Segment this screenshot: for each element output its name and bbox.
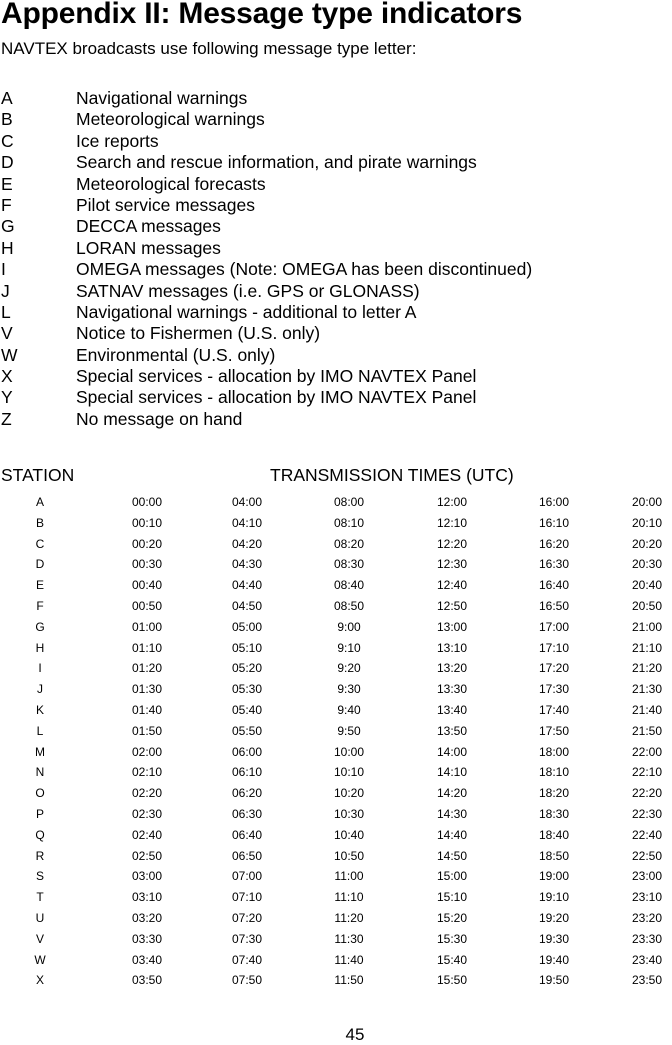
time-cell: 17:40 — [538, 702, 570, 717]
message-type-description: Search and rescue information, and pirate warnings — [76, 152, 477, 173]
time-cell: 17:00 — [538, 619, 570, 634]
message-type-item — [0, 152, 672, 173]
time-cell: 04:50 — [231, 598, 263, 613]
time-cell: 22:40 — [632, 827, 663, 842]
time-cell: 16:00 — [538, 495, 570, 509]
time-cell: 23:10 — [632, 890, 663, 905]
table-row — [0, 847, 672, 868]
time-cell: 05:00 — [231, 619, 263, 634]
station-cell: U — [35, 910, 45, 925]
time-cell: 12:20 — [436, 536, 468, 551]
time-cell: 08:20 — [333, 536, 365, 551]
time-cell: 16:50 — [538, 598, 570, 613]
time-cell: 21:20 — [632, 661, 663, 676]
time-cell: 08:40 — [333, 578, 365, 593]
time-cell: 14:00 — [436, 744, 468, 759]
time-cell: 13:00 — [436, 619, 468, 634]
station-cell: D — [35, 557, 45, 572]
time-cell: 05:10 — [231, 640, 263, 655]
message-type-item — [0, 238, 672, 259]
time-cell: 13:40 — [436, 702, 468, 717]
time-cell: 15:10 — [436, 890, 468, 905]
time-cell: 11:10 — [334, 890, 364, 905]
station-column-header: STATION — [1, 465, 75, 485]
station-cell: R — [35, 848, 45, 863]
time-cell: 10:20 — [333, 786, 365, 801]
time-cell: 06:20 — [231, 786, 263, 801]
station-cell: N — [35, 765, 45, 780]
time-cell: 02:00 — [131, 744, 163, 759]
time-cell: 13:20 — [436, 661, 468, 676]
time-cell: 13:10 — [436, 640, 468, 655]
message-type-letter: J — [1, 280, 10, 301]
time-cell: 02:10 — [131, 765, 163, 780]
table-row — [0, 514, 672, 535]
time-cell: 16:20 — [538, 536, 570, 551]
table-row — [0, 576, 672, 597]
time-cell: 14:30 — [436, 806, 468, 821]
page-number: 45 — [345, 1025, 365, 1044]
time-cell: 05:50 — [231, 723, 263, 738]
time-cell: 03:50 — [131, 973, 163, 988]
time-cell: 9:10 — [337, 640, 361, 655]
table-row — [0, 805, 672, 826]
table-row — [0, 618, 672, 639]
time-cell: 20:10 — [632, 515, 663, 530]
time-cell: 07:10 — [231, 890, 263, 905]
time-cell: 12:10 — [436, 515, 468, 530]
time-cell: 02:30 — [131, 806, 163, 821]
time-cell: 02:40 — [131, 827, 163, 842]
time-cell: 19:50 — [538, 973, 570, 988]
time-cell: 01:50 — [131, 723, 163, 738]
time-cell: 19:40 — [538, 952, 570, 967]
time-cell: 23:50 — [632, 973, 663, 988]
time-cell: 00:00 — [131, 495, 163, 509]
message-type-letter: F — [1, 194, 12, 215]
time-cell: 22:50 — [632, 848, 663, 863]
time-cell: 9:00 — [337, 619, 361, 634]
time-cell: 22:30 — [632, 806, 663, 821]
time-cell: 03:40 — [131, 952, 163, 967]
message-type-letter: W — [1, 344, 18, 365]
time-cell: 01:40 — [131, 702, 163, 717]
message-type-item — [0, 131, 672, 152]
time-cell: 21:00 — [632, 619, 663, 634]
time-cell: 15:40 — [436, 952, 468, 967]
time-cell: 00:40 — [131, 578, 163, 593]
station-cell: L — [36, 723, 44, 738]
time-cell: 12:00 — [436, 495, 468, 509]
time-cell: 20:00 — [632, 495, 663, 509]
time-cell: 18:40 — [538, 827, 570, 842]
message-type-description: Special services - allocation by IMO NAVTEX Panel — [76, 387, 477, 408]
station-cell: Q — [35, 827, 45, 842]
time-cell: 10:40 — [333, 827, 365, 842]
table-row — [0, 659, 672, 680]
message-type-letter: X — [1, 366, 13, 387]
time-cell: 9:40 — [337, 702, 361, 717]
message-type-item — [0, 195, 672, 216]
time-cell: 11:00 — [334, 869, 364, 884]
time-cell: 06:50 — [231, 848, 263, 863]
message-type-item — [0, 88, 672, 109]
message-type-description: LORAN messages — [76, 237, 221, 258]
time-cell: 04:40 — [231, 578, 263, 593]
time-cell: 02:50 — [131, 848, 163, 863]
time-cell: 04:10 — [231, 515, 263, 530]
time-cell: 19:00 — [538, 869, 570, 884]
table-row — [0, 701, 672, 722]
message-type-description: Meteorological warnings — [76, 109, 265, 130]
time-cell: 23:20 — [632, 910, 663, 925]
table-row — [0, 826, 672, 847]
time-cell: 23:30 — [632, 931, 663, 946]
time-cell: 07:30 — [231, 931, 263, 946]
transmission-times-header: TRANSMISSION TIMES (UTC) — [270, 465, 514, 485]
time-cell: 06:10 — [231, 765, 263, 780]
message-type-letter: B — [1, 109, 13, 130]
time-cell: 01:10 — [131, 640, 163, 655]
message-type-item — [0, 302, 672, 323]
time-cell: 08:30 — [333, 557, 365, 572]
message-type-item — [0, 259, 672, 280]
time-cell: 18:10 — [538, 765, 570, 780]
station-cell: B — [35, 515, 44, 530]
station-cell: X — [35, 973, 44, 988]
table-row — [0, 971, 672, 992]
message-type-item — [0, 345, 672, 366]
schedule-header — [0, 465, 672, 489]
time-cell: 12:30 — [436, 557, 468, 572]
time-cell: 02:20 — [131, 786, 163, 801]
time-cell: 11:50 — [334, 973, 364, 988]
message-type-description: Environmental (U.S. only) — [76, 344, 276, 365]
time-cell: 21:10 — [632, 640, 663, 655]
station-cell: M — [35, 744, 45, 759]
message-type-letter: I — [1, 259, 6, 280]
time-cell: 20:40 — [632, 578, 663, 593]
message-type-letter: H — [1, 237, 14, 258]
message-type-item — [0, 174, 672, 195]
table-row — [0, 743, 672, 764]
time-cell: 01:00 — [131, 619, 163, 634]
time-cell: 05:20 — [231, 661, 263, 676]
table-row — [0, 555, 672, 576]
time-cell: 17:20 — [538, 661, 570, 676]
time-cell: 21:40 — [632, 702, 663, 717]
time-cell: 22:20 — [632, 786, 663, 801]
time-cell: 08:50 — [333, 598, 365, 613]
time-cell: 11:40 — [334, 952, 364, 967]
time-cell: 13:50 — [436, 723, 468, 738]
station-cell: G — [35, 619, 45, 634]
time-cell: 22:10 — [632, 765, 663, 780]
table-row — [0, 722, 672, 743]
time-cell: 15:50 — [436, 973, 468, 988]
time-cell: 07:40 — [231, 952, 263, 967]
intro-text: NAVTEX broadcasts use following message type letter: — [1, 39, 417, 58]
time-cell: 05:40 — [231, 702, 263, 717]
message-type-item — [0, 109, 672, 130]
message-type-letter: V — [1, 323, 13, 344]
message-type-item — [0, 216, 672, 237]
table-row — [0, 951, 672, 972]
message-type-description: OMEGA messages (Note: OMEGA has been discontinued) — [76, 259, 533, 280]
time-cell: 08:10 — [333, 515, 365, 530]
table-row — [0, 888, 672, 909]
time-cell: 01:20 — [131, 661, 163, 676]
time-cell: 19:10 — [538, 890, 570, 905]
time-cell: 04:00 — [231, 495, 263, 509]
time-cell: 9:30 — [337, 682, 361, 697]
time-cell: 04:20 — [231, 536, 263, 551]
time-cell: 14:40 — [436, 827, 468, 842]
message-type-description: SATNAV messages (i.e. GPS or GLONASS) — [76, 280, 420, 301]
station-cell: E — [35, 578, 44, 593]
station-cell: V — [35, 931, 44, 946]
message-type-item — [0, 281, 672, 302]
time-cell: 18:30 — [538, 806, 570, 821]
time-cell: 00:20 — [131, 536, 163, 551]
time-cell: 16:40 — [538, 578, 570, 593]
station-cell: I — [38, 661, 42, 676]
table-row — [0, 680, 672, 701]
message-type-description: Navigational warnings — [76, 88, 248, 108]
table-row — [0, 867, 672, 888]
message-type-letter: Z — [1, 408, 12, 429]
message-type-list — [0, 88, 672, 430]
time-cell: 21:50 — [632, 723, 663, 738]
message-type-description: DECCA messages — [76, 216, 221, 237]
time-cell: 16:30 — [538, 557, 570, 572]
station-cell: T — [36, 890, 44, 905]
time-cell: 07:20 — [231, 910, 263, 925]
message-type-description: Notice to Fishermen (U.S. only) — [76, 323, 321, 344]
time-cell: 10:10 — [333, 765, 365, 780]
time-cell: 08:00 — [333, 495, 365, 509]
message-type-description: Special services - allocation by IMO NAVTEX Panel — [76, 366, 477, 387]
table-row — [0, 535, 672, 556]
station-cell: P — [35, 806, 44, 821]
time-cell: 15:20 — [436, 910, 468, 925]
time-cell: 9:50 — [337, 723, 361, 738]
time-cell: 03:00 — [131, 869, 163, 884]
time-cell: 17:10 — [538, 640, 570, 655]
message-type-description: Ice reports — [76, 130, 159, 151]
time-cell: 9:20 — [337, 661, 361, 676]
time-cell: 20:20 — [632, 536, 663, 551]
time-cell: 01:30 — [131, 682, 163, 697]
time-cell: 14:20 — [436, 786, 468, 801]
time-cell: 10:30 — [333, 806, 365, 821]
message-type-letter: L — [1, 301, 11, 322]
time-cell: 12:50 — [436, 598, 468, 613]
time-cell: 03:20 — [131, 910, 163, 925]
time-cell: 11:30 — [334, 931, 364, 946]
station-cell: W — [34, 952, 46, 967]
time-cell: 23:00 — [632, 869, 663, 884]
time-cell: 20:50 — [632, 598, 663, 613]
time-cell: 17:30 — [538, 682, 570, 697]
time-cell: 10:00 — [333, 744, 365, 759]
time-cell: 22:00 — [632, 744, 663, 759]
message-type-item — [0, 387, 672, 408]
time-cell: 05:30 — [231, 682, 263, 697]
message-type-item — [0, 409, 672, 430]
time-cell: 20:30 — [632, 557, 663, 572]
message-type-description: Navigational warnings - additional to letter A — [76, 301, 417, 322]
table-row — [0, 763, 672, 784]
time-cell: 14:10 — [436, 765, 468, 780]
time-cell: 03:10 — [131, 890, 163, 905]
time-cell: 19:30 — [538, 931, 570, 946]
table-row — [0, 784, 672, 805]
time-cell: 12:40 — [436, 578, 468, 593]
time-cell: 00:10 — [131, 515, 163, 530]
transmission-schedule-table — [0, 493, 672, 992]
message-type-description: No message on hand — [76, 408, 243, 429]
time-cell: 18:00 — [538, 744, 570, 759]
station-cell: H — [35, 640, 45, 655]
message-type-letter: G — [1, 216, 15, 237]
time-cell: 17:50 — [538, 723, 570, 738]
time-cell: 06:40 — [231, 827, 263, 842]
time-cell: 00:50 — [131, 598, 163, 613]
page-title: Appendix II: Message type indicators — [1, 0, 523, 30]
message-type-item — [0, 323, 672, 344]
time-cell: 19:20 — [538, 910, 570, 925]
table-row — [0, 597, 672, 618]
time-cell: 11:20 — [334, 910, 364, 925]
station-cell: S — [35, 869, 44, 884]
message-type-description: Pilot service messages — [76, 194, 255, 215]
station-cell: J — [37, 682, 43, 697]
message-type-letter: C — [1, 130, 14, 151]
message-type-item — [0, 366, 672, 387]
time-cell: 04:30 — [231, 557, 263, 572]
station-cell: K — [35, 702, 44, 717]
time-cell: 23:40 — [632, 952, 663, 967]
time-cell: 10:50 — [333, 848, 365, 863]
time-cell: 16:10 — [538, 515, 570, 530]
time-cell: 15:00 — [436, 869, 468, 884]
time-cell: 03:30 — [131, 931, 163, 946]
time-cell: 14:50 — [436, 848, 468, 863]
table-row — [0, 909, 672, 930]
station-cell: O — [35, 786, 45, 801]
time-cell: 06:00 — [231, 744, 263, 759]
message-type-letter: D — [1, 152, 14, 173]
time-cell: 15:30 — [436, 931, 468, 946]
time-cell: 07:50 — [231, 973, 263, 988]
station-cell: F — [36, 598, 44, 613]
table-row — [0, 493, 672, 514]
message-type-letter: Y — [1, 387, 13, 408]
time-cell: 00:30 — [131, 557, 163, 572]
time-cell: 07:00 — [231, 869, 263, 884]
time-cell: 21:30 — [632, 682, 663, 697]
station-cell: C — [35, 536, 45, 551]
station-cell: A — [35, 495, 44, 509]
time-cell: 06:30 — [231, 806, 263, 821]
message-type-letter: A — [1, 88, 13, 108]
message-type-letter: E — [1, 173, 13, 194]
time-cell: 13:30 — [436, 682, 468, 697]
time-cell: 18:20 — [538, 786, 570, 801]
table-row — [0, 639, 672, 660]
time-cell: 18:50 — [538, 848, 570, 863]
table-row — [0, 930, 672, 951]
message-type-description: Meteorological forecasts — [76, 173, 266, 194]
